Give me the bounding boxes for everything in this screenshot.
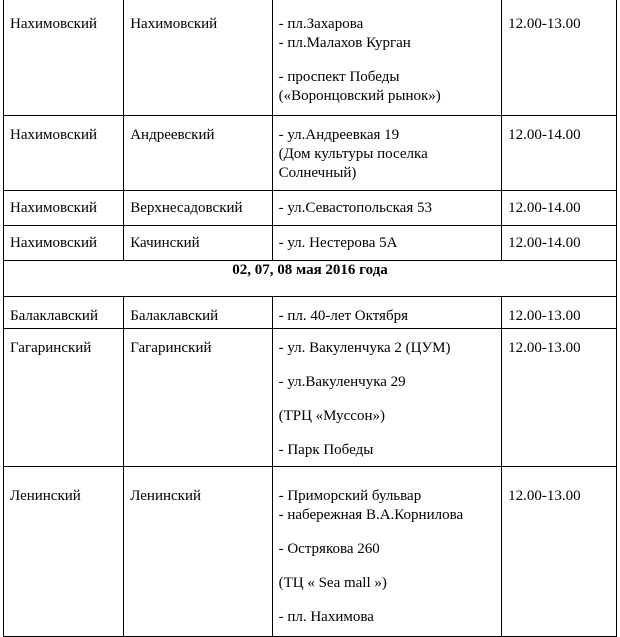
- municipality-cell: Верхнесадовский: [130, 200, 243, 216]
- table-row: [4, 116, 617, 191]
- place-line: (ТРЦ «Муссон»): [278, 408, 385, 424]
- place-line: («Воронцовский рынок»): [278, 88, 441, 104]
- time-cell: 12.00-14.00: [508, 235, 581, 251]
- places-cell: [279, 467, 496, 627]
- place-line: - ул.Андреевкая 19: [278, 127, 400, 143]
- date-header: 02, 07, 08 мая 2016 года: [4, 261, 617, 297]
- table-row: [4, 261, 617, 297]
- municipality-cell: Качинский: [130, 235, 200, 251]
- municipality-cell: Нахимовский: [130, 16, 218, 32]
- district-cell: Нахимовский: [10, 200, 98, 216]
- schedule-table: [3, 0, 617, 637]
- time-cell: 12.00-13.00: [508, 488, 581, 504]
- place-line: - проспект Победы: [278, 69, 400, 85]
- municipality-cell: Ленинский: [130, 488, 202, 504]
- district-cell: Балаклавский: [10, 308, 98, 324]
- table-row: [4, 467, 617, 637]
- place-line: Солнечный): [278, 165, 357, 181]
- place-line: - ул. Нестерова 5А: [278, 235, 398, 251]
- place-line: - пл. Нахимова: [278, 609, 374, 625]
- district-cell: Нахимовский: [10, 235, 98, 251]
- place-line: - ул.Вакуленчука 29: [278, 374, 406, 390]
- time-cell: 12.00-14.00: [508, 200, 581, 216]
- district-cell: Нахимовский: [10, 127, 98, 143]
- time-cell: 12.00-13.00: [508, 16, 581, 32]
- table-row: [4, 226, 617, 261]
- places-cell: [279, 329, 496, 460]
- place-line: - Парк Победы: [278, 442, 374, 458]
- place-line: - ул.Севастопольская 53: [278, 200, 432, 216]
- table-row: [4, 329, 617, 467]
- table-row: [4, 0, 617, 116]
- places-cell: [279, 191, 496, 218]
- time-cell: 12.00-14.00: [508, 127, 581, 143]
- district-cell: Гагаринский: [10, 340, 92, 356]
- places-cell: [279, 0, 496, 106]
- place-line: - ул. Вакуленчука 2 (ЦУМ): [278, 340, 451, 356]
- places-cell: [279, 116, 496, 183]
- table-row: [4, 297, 617, 329]
- place-line: (ТЦ « Sea mall »): [278, 575, 387, 591]
- district-cell: Ленинский: [10, 488, 81, 504]
- municipality-cell: Гагаринский: [130, 340, 212, 356]
- time-cell: 12.00-13.00: [508, 308, 581, 324]
- place-line: - набережная В.А.Корнилова: [278, 507, 464, 523]
- place-line: - пл.Малахов Курган: [278, 35, 411, 51]
- place-line: (Дом культуры поселка: [278, 146, 428, 162]
- place-line: - пл. 40-лет Октября: [278, 308, 408, 324]
- places-cell: [279, 297, 496, 326]
- district-cell: Нахимовский: [10, 16, 98, 32]
- time-cell: 12.00-13.00: [508, 340, 581, 356]
- municipality-cell: Балаклавский: [130, 308, 219, 324]
- places-cell: [279, 226, 496, 253]
- place-line: - Острякова 260: [278, 541, 380, 557]
- place-line: - пл.Захарова: [278, 16, 364, 32]
- table-row: [4, 191, 617, 226]
- place-line: - Приморский бульвар: [278, 488, 422, 504]
- municipality-cell: Андреевский: [130, 127, 215, 143]
